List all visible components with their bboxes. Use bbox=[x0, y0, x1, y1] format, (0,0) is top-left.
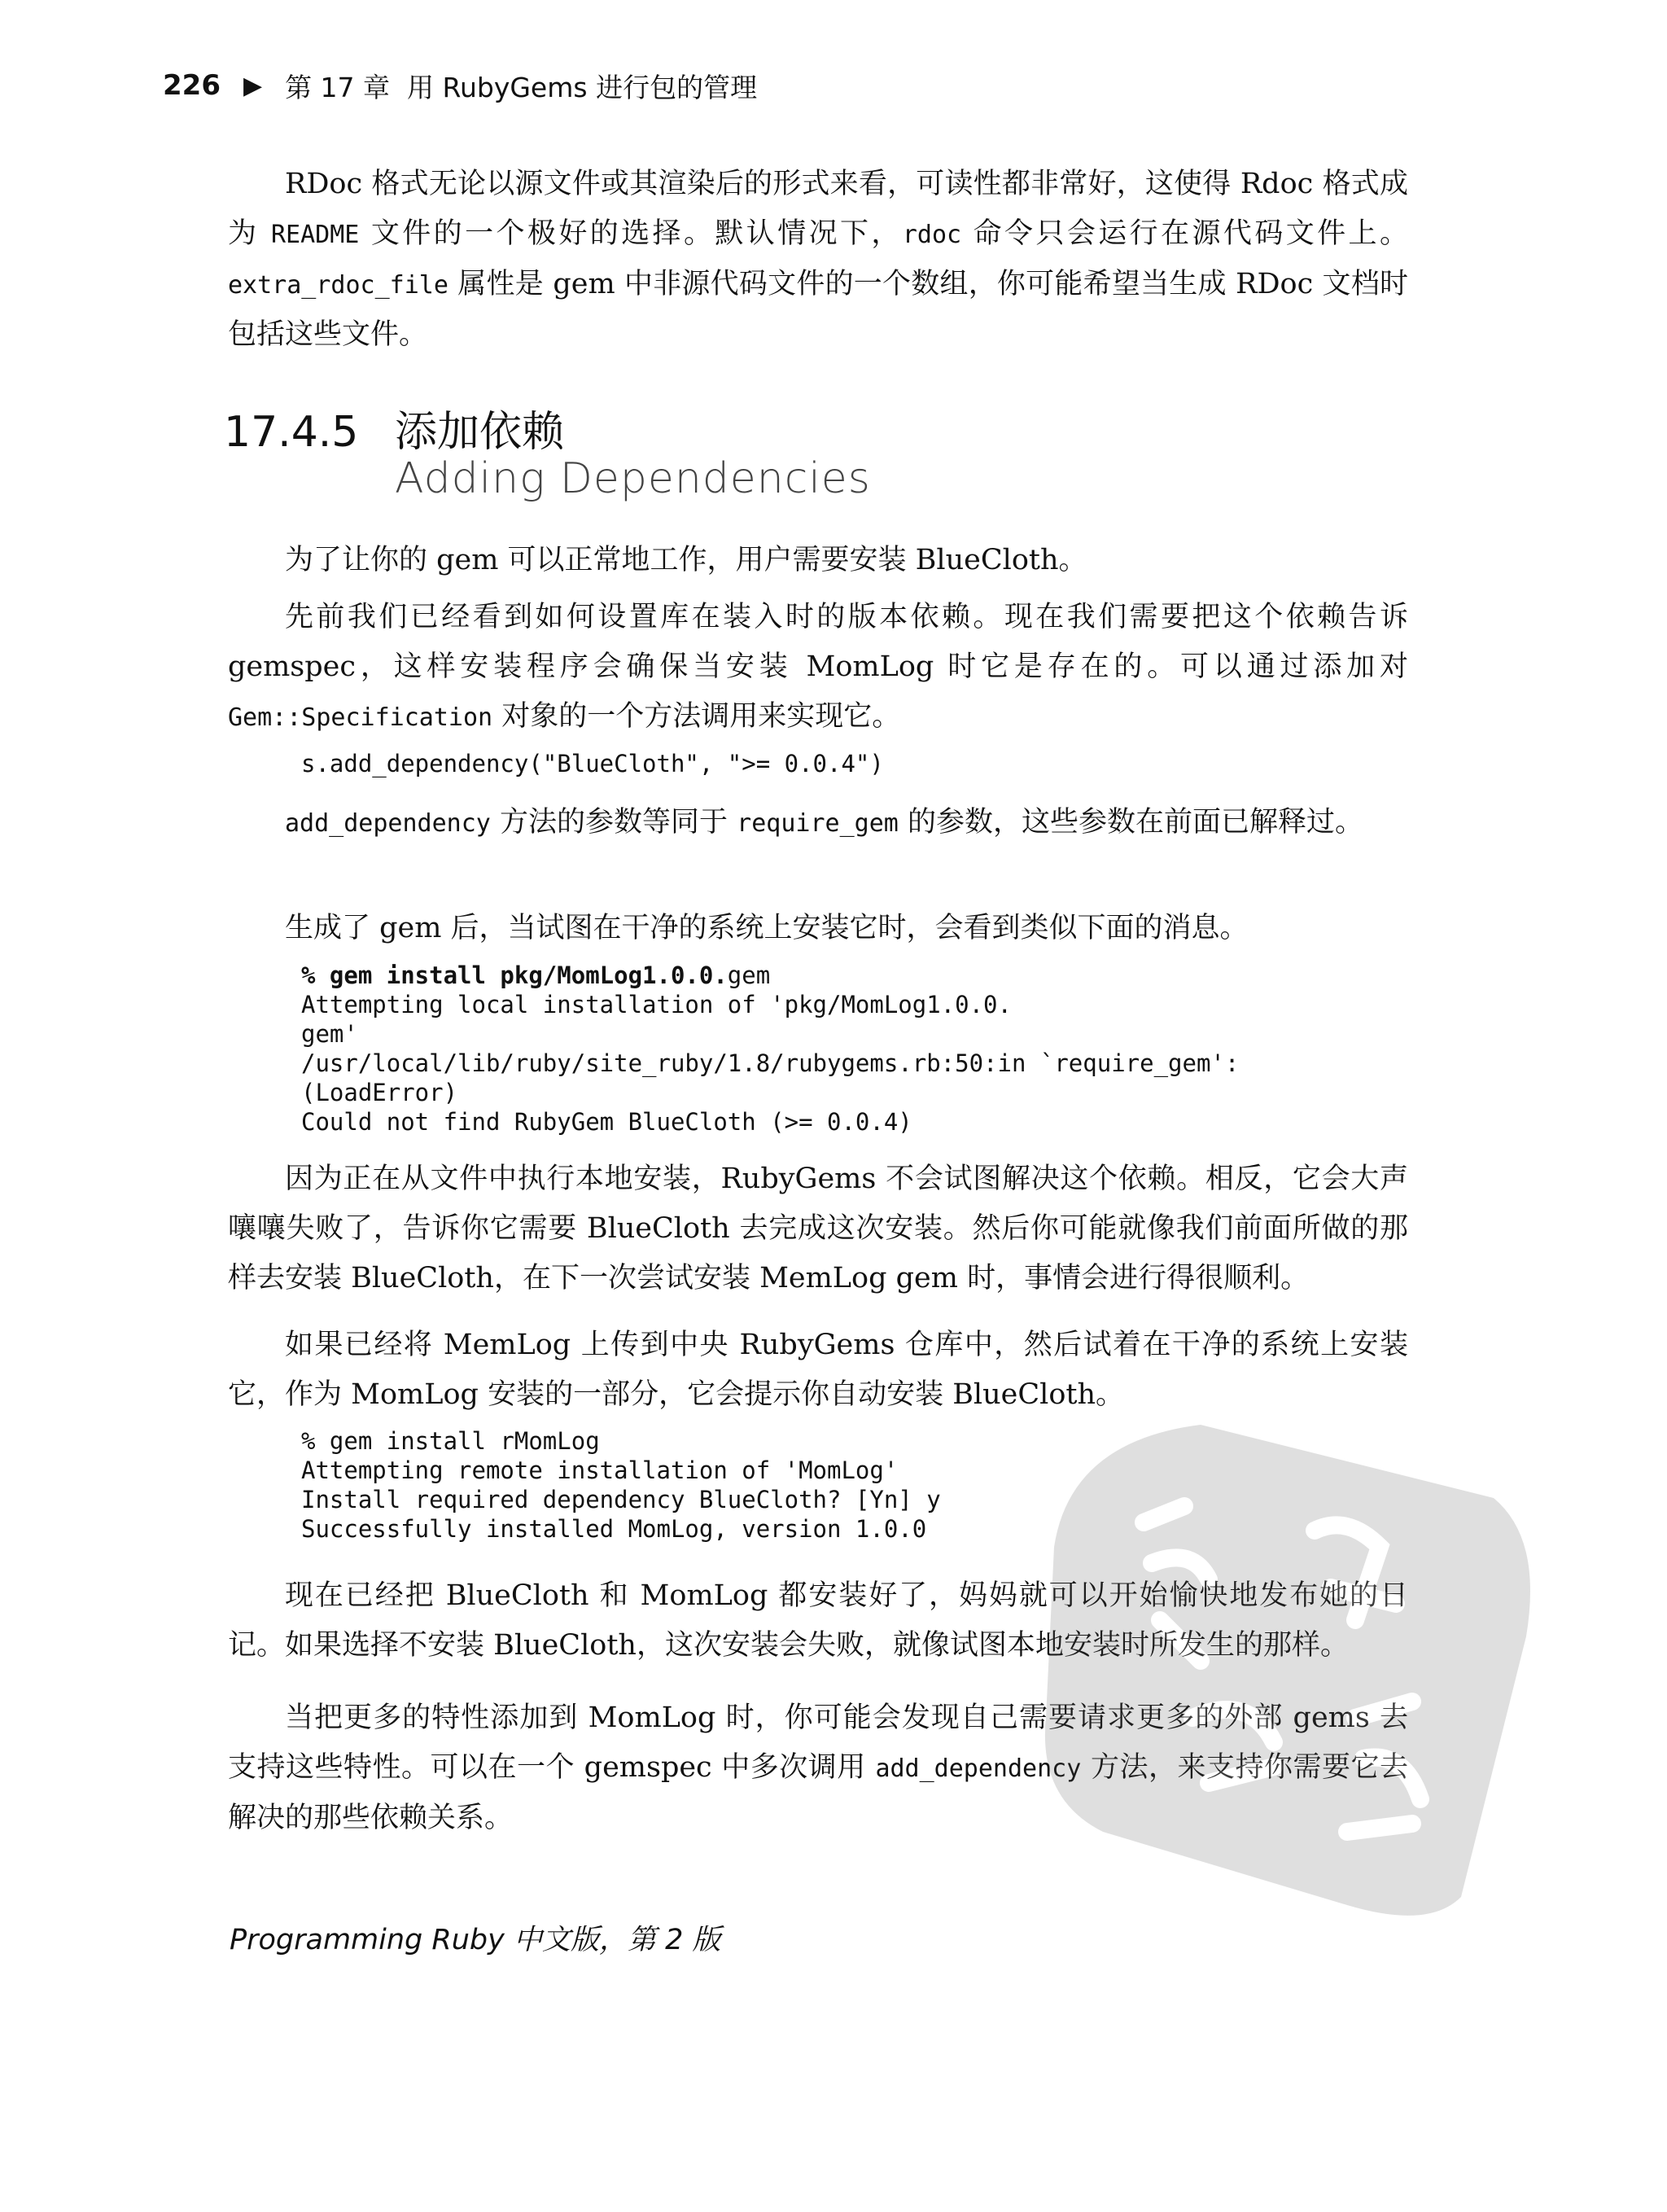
paragraph-bluecloth-need: 为了让你的 gem 可以正常地工作，用户需要安装 BlueCloth。 bbox=[285, 544, 1087, 576]
paragraph-more-gems: 当把更多的特性添加到 MomLog 时，你可能会发现自己需要请求更多的外部 gems 去支持这些特性。可以在一个 gemspec 中多次调用 add_dependency 方法，来支持你需要它去解决的那些依赖关系。 bbox=[228, 1702, 1408, 1834]
paragraph-local-failure: 因为正在从文件中执行本地安装，RubyGems 不会试图解决这个依赖。相反，它会大声嚷嚷失败了，告诉你它需要 BlueCloth 去完成这次安装。然后你可能就像我们前面所做的那样去安装 BlueCloth，在下一次尝试安装 MemLog gem 时，事情会进行得很顺利。 bbox=[228, 1163, 1408, 1294]
paragraph-rdoc: RDoc 格式无论以源文件或其渲染后的形式来看，可读性都非常好，这使得 Rdoc 格式成为 README 文件的一个极好的选择。默认情况下，rdoc 命令只会运行在源代码文件上。extra_rdoc_file 属性是 gem 中非源代码文件的一个数组，你可能希望当生成 RDoc 文档时包括这些文件。 bbox=[228, 168, 1408, 351]
code-block-remote-install: % gem install rMomLog Attempting remote installation of 'MomLog' Install required dependency BlueCloth? [Yn] y Successfully installed MomLog, version 1.0.0 bbox=[301, 1427, 941, 1543]
chapter-number: 第 17 章 bbox=[285, 71, 391, 103]
page-number: 226 bbox=[163, 69, 221, 102]
paragraph-add-dependency: add_dependency 方法的参数等同于 require_gem 的参数，这些参数在前面已解释过。 bbox=[285, 806, 1363, 839]
paragraph-gemspec: 先前我们已经看到如何设置库在装入时的版本依赖。现在我们需要把这个依赖告诉 gemspec，这样安装程序会确保当安装 MomLog 时它是存在的。可以通过添加对 Gem::Specification 对象的一个方法调用来实现它。 bbox=[228, 601, 1408, 733]
section-number: 17.4.5 bbox=[224, 408, 359, 457]
section-title-en: Adding Dependencies bbox=[395, 454, 871, 503]
paragraph-remote-install: 如果已经将 MemLog 上传到中央 RubyGems 仓库中，然后试着在干净的系统上安装它，作为 MomLog 安装的一部分，它会提示你自动安装 BlueCloth。 bbox=[228, 1329, 1408, 1411]
running-header bbox=[163, 65, 757, 106]
section-heading bbox=[224, 397, 871, 503]
arrow-icon: ▶ bbox=[243, 71, 263, 100]
footer-book-title: Programming Ruby 中文版，第 2 版 bbox=[230, 1924, 721, 1956]
section-title-zh: 添加依赖 bbox=[395, 408, 565, 457]
code-block-add-dependency: s.add_dependency("BlueCloth", ">= 0.0.4") bbox=[301, 750, 884, 777]
chapter-title: 用 RubyGems 进行包的管理 bbox=[407, 71, 758, 103]
code-block-local-install: % gem install pkg/MomLog1.0.0.gem Attempting local installation of 'pkg/MomLog1.0.0. gem' /usr/local/lib/ruby/site_ruby/1.8/rubygems.rb:50:in `require_gem': (LoadError) Could not find RubyGem BlueCloth (>= 0.0.4) bbox=[301, 961, 1240, 1136]
chapter-label bbox=[285, 67, 757, 105]
paragraph-install-message: 生成了 gem 后，当试图在干净的系统上安装它时，会看到类似下面的消息。 bbox=[285, 912, 1249, 944]
paragraph-installed: 现在已经把 BlueCloth 和 MomLog 都安装好了，妈妈就可以开始愉快地发布她的日记。如果选择不安装 BlueCloth，这次安装会失败，就像试图本地安装时所发生的那样。 bbox=[228, 1579, 1408, 1662]
